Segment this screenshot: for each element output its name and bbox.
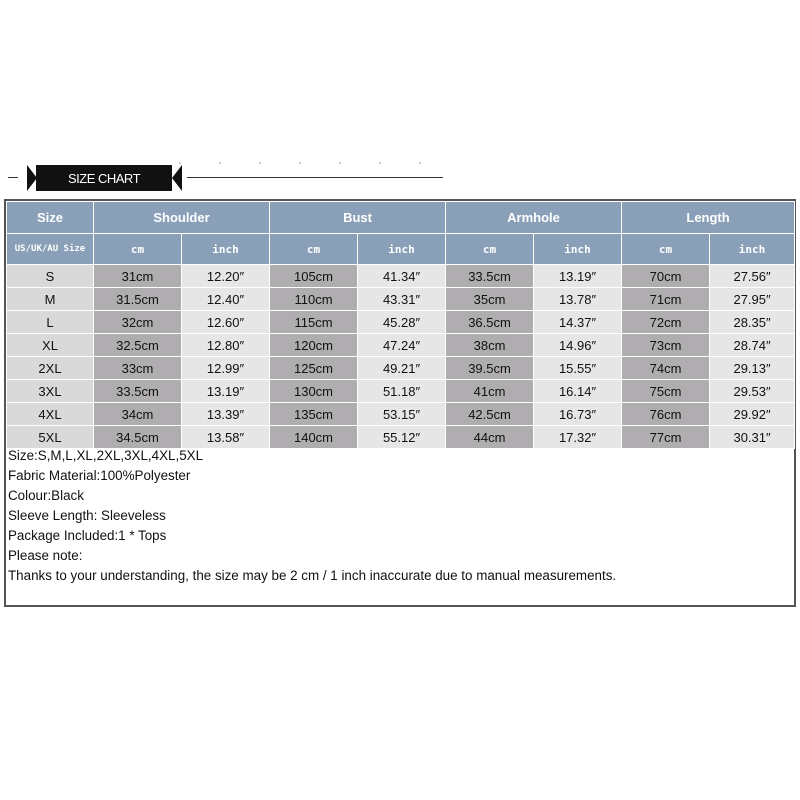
note-line: Colour:Black bbox=[8, 488, 84, 503]
length-cm-cell: 75cm bbox=[622, 380, 710, 403]
note-line: Package Included:1 * Tops bbox=[8, 528, 167, 543]
armhole-inch-cell: 14.96″ bbox=[534, 334, 622, 357]
armhole-inch-cell: 13.19″ bbox=[534, 265, 622, 288]
length-inch-cell: 27.56″ bbox=[710, 265, 795, 288]
armhole-inch-cell: 17.32″ bbox=[534, 426, 622, 449]
length-cm-cell: 76cm bbox=[622, 403, 710, 426]
bust-cm-cell: 115cm bbox=[270, 311, 358, 334]
armhole-inch-cell: 16.14″ bbox=[534, 380, 622, 403]
shoulder-inch-cell: 12.99″ bbox=[182, 357, 270, 380]
table-subheader-row bbox=[7, 234, 795, 265]
size-table bbox=[6, 201, 795, 449]
subheader-length-inch: inch bbox=[710, 234, 795, 265]
note-line: Size:S,M,L,XL,2XL,3XL,4XL,5XL bbox=[8, 448, 204, 463]
subheader-armhole-inch: inch bbox=[534, 234, 622, 265]
banner-right-arrow-icon bbox=[172, 165, 182, 191]
length-inch-cell: 29.53″ bbox=[710, 380, 795, 403]
length-inch-cell: 28.74″ bbox=[710, 334, 795, 357]
shoulder-inch-cell: 13.19″ bbox=[182, 380, 270, 403]
size-cell: 4XL bbox=[7, 403, 94, 426]
shoulder-cm-cell: 31.5cm bbox=[94, 288, 182, 311]
table-row bbox=[7, 380, 795, 403]
shoulder-cm-cell: 31cm bbox=[94, 265, 182, 288]
armhole-cm-cell: 39.5cm bbox=[446, 357, 534, 380]
note-line: Please note: bbox=[8, 548, 83, 563]
bust-cm-cell: 130cm bbox=[270, 380, 358, 403]
length-inch-cell: 27.95″ bbox=[710, 288, 795, 311]
length-inch-cell: 28.35″ bbox=[710, 311, 795, 334]
header-bust: Bust bbox=[270, 202, 446, 234]
size-chart-banner bbox=[26, 165, 182, 191]
subheader-shoulder-cm: cm bbox=[94, 234, 182, 265]
subheader-bust-inch: inch bbox=[358, 234, 446, 265]
header-shoulder: Shoulder bbox=[94, 202, 270, 234]
shoulder-cm-cell: 34.5cm bbox=[94, 426, 182, 449]
subheader-bust-cm: cm bbox=[270, 234, 358, 265]
shoulder-cm-cell: 33.5cm bbox=[94, 380, 182, 403]
table-row bbox=[7, 403, 795, 426]
shoulder-inch-cell: 12.80″ bbox=[182, 334, 270, 357]
armhole-cm-cell: 35cm bbox=[446, 288, 534, 311]
length-cm-cell: 72cm bbox=[622, 311, 710, 334]
armhole-cm-cell: 38cm bbox=[446, 334, 534, 357]
shoulder-cm-cell: 34cm bbox=[94, 403, 182, 426]
length-inch-cell: 29.13″ bbox=[710, 357, 795, 380]
table-row bbox=[7, 265, 795, 288]
length-inch-cell: 30.31″ bbox=[710, 426, 795, 449]
note-line: Sleeve Length: Sleeveless bbox=[8, 508, 166, 523]
bust-inch-cell: 47.24″ bbox=[358, 334, 446, 357]
bust-inch-cell: 45.28″ bbox=[358, 311, 446, 334]
note-line: Fabric Material:100%Polyester bbox=[8, 468, 191, 483]
table-row bbox=[7, 334, 795, 357]
bust-cm-cell: 135cm bbox=[270, 403, 358, 426]
bust-inch-cell: 53.15″ bbox=[358, 403, 446, 426]
bust-inch-cell: 51.18″ bbox=[358, 380, 446, 403]
armhole-cm-cell: 42.5cm bbox=[446, 403, 534, 426]
bust-cm-cell: 120cm bbox=[270, 334, 358, 357]
length-cm-cell: 71cm bbox=[622, 288, 710, 311]
header-armhole: Armhole bbox=[446, 202, 622, 234]
subheader-length-cm: cm bbox=[622, 234, 710, 265]
size-cell: M bbox=[7, 288, 94, 311]
length-inch-cell: 29.92″ bbox=[710, 403, 795, 426]
shoulder-cm-cell: 32.5cm bbox=[94, 334, 182, 357]
size-cell: 3XL bbox=[7, 380, 94, 403]
length-cm-cell: 74cm bbox=[622, 357, 710, 380]
bust-inch-cell: 55.12″ bbox=[358, 426, 446, 449]
subheader-size-label: US/UK/AU Size bbox=[7, 234, 94, 265]
banner-title: SIZE CHART bbox=[36, 165, 172, 191]
size-cell: 2XL bbox=[7, 357, 94, 380]
shoulder-inch-cell: 12.20″ bbox=[182, 265, 270, 288]
armhole-cm-cell: 33.5cm bbox=[446, 265, 534, 288]
bust-cm-cell: 105cm bbox=[270, 265, 358, 288]
subheader-shoulder-inch: inch bbox=[182, 234, 270, 265]
bust-inch-cell: 43.31″ bbox=[358, 288, 446, 311]
length-cm-cell: 70cm bbox=[622, 265, 710, 288]
armhole-inch-cell: 14.37″ bbox=[534, 311, 622, 334]
armhole-inch-cell: 15.55″ bbox=[534, 357, 622, 380]
bust-cm-cell: 140cm bbox=[270, 426, 358, 449]
product-notes bbox=[8, 446, 768, 586]
armhole-inch-cell: 13.78″ bbox=[534, 288, 622, 311]
size-cell: 5XL bbox=[7, 426, 94, 449]
size-cell: S bbox=[7, 265, 94, 288]
bust-cm-cell: 125cm bbox=[270, 357, 358, 380]
size-cell: XL bbox=[7, 334, 94, 357]
armhole-cm-cell: 44cm bbox=[446, 426, 534, 449]
length-cm-cell: 77cm bbox=[622, 426, 710, 449]
armhole-cm-cell: 36.5cm bbox=[446, 311, 534, 334]
armhole-cm-cell: 41cm bbox=[446, 380, 534, 403]
header-dots bbox=[160, 162, 440, 164]
armhole-inch-cell: 16.73″ bbox=[534, 403, 622, 426]
header-right-rule bbox=[187, 177, 443, 178]
subheader-armhole-cm: cm bbox=[446, 234, 534, 265]
header-size: Size bbox=[7, 202, 94, 234]
shoulder-inch-cell: 13.58″ bbox=[182, 426, 270, 449]
size-cell: L bbox=[7, 311, 94, 334]
header-length: Length bbox=[622, 202, 795, 234]
table-header-row bbox=[7, 202, 795, 234]
bust-inch-cell: 49.21″ bbox=[358, 357, 446, 380]
note-line: Thanks to your understanding, the size may be 2 cm / 1 inch inaccurate due to manual measurements. bbox=[8, 568, 617, 583]
shoulder-inch-cell: 12.60″ bbox=[182, 311, 270, 334]
length-cm-cell: 73cm bbox=[622, 334, 710, 357]
shoulder-cm-cell: 33cm bbox=[94, 357, 182, 380]
bust-cm-cell: 110cm bbox=[270, 288, 358, 311]
shoulder-cm-cell: 32cm bbox=[94, 311, 182, 334]
table-row bbox=[7, 357, 795, 380]
header-left-rule bbox=[8, 177, 18, 178]
shoulder-inch-cell: 13.39″ bbox=[182, 403, 270, 426]
table-row bbox=[7, 311, 795, 334]
table-row bbox=[7, 288, 795, 311]
shoulder-inch-cell: 12.40″ bbox=[182, 288, 270, 311]
bust-inch-cell: 41.34″ bbox=[358, 265, 446, 288]
